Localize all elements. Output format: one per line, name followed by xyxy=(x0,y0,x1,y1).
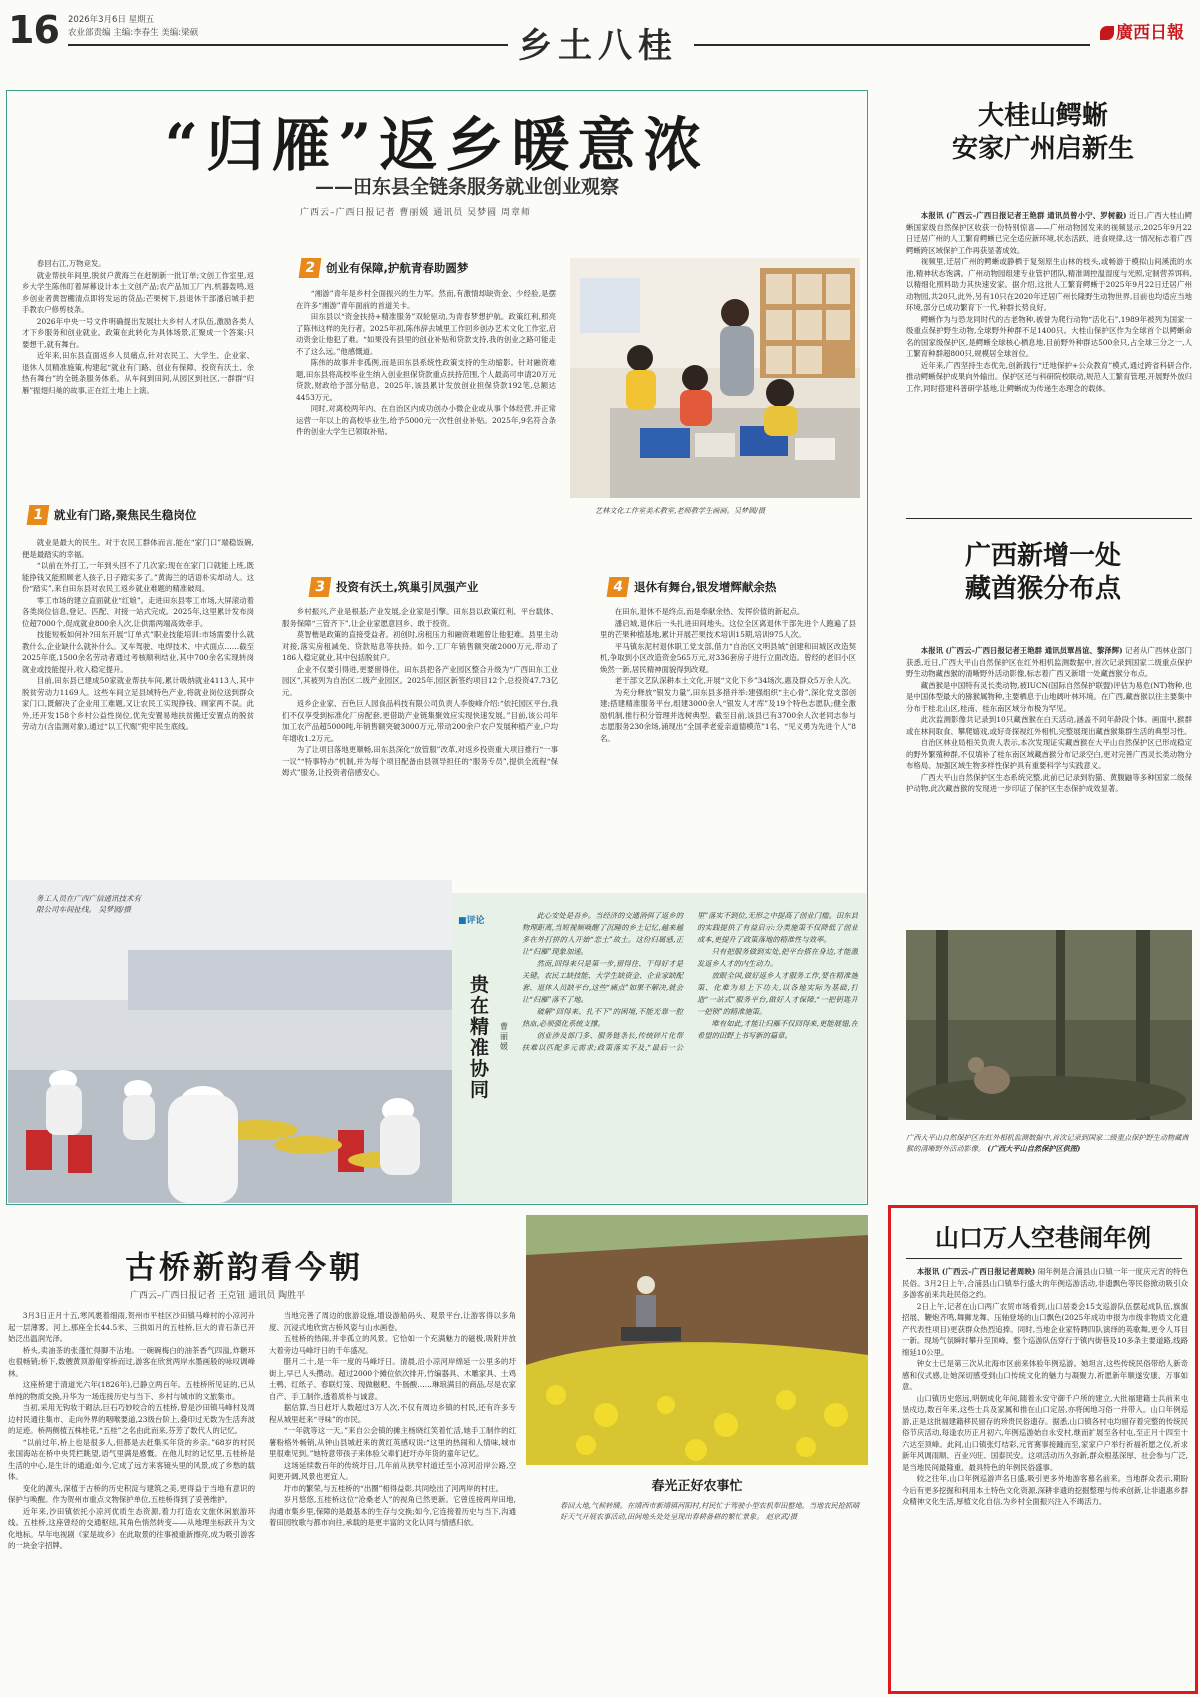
paragraph: 闹年例是合浦县山口镇一年一度庆元宵的特色民俗。3月2日上午,合浦县山口镇举行盛大的年例巡游活动,非遗飘色等民俗掀动吸引众多游客前来共赴民俗之约。 xyxy=(902,1267,1188,1299)
paragraph: 2日上午,记者在山口两广农贸市场看到,山口居委会15支巡游队伍摆起成队伍,旗旗招展、鞭炮齐鸣,舞狮龙舞、压轴登场的山口飘色(2025年成功申报为市级非物质文化遗产代表性项目)更获群众热烈追捧。同时,当地企业家特聘四队演绎的英歌舞,更令人耳目一新。现场气氛瞬时攀升至顶峰。整个巡游队伍穿行于镇内街巷及10多条主要道路,线路绵延10公里。 xyxy=(902,1301,1188,1357)
main-article-subtitle: ——田东县全链条服务就业创业观察 xyxy=(314,176,619,198)
logo-mark-icon xyxy=(1100,26,1114,40)
paragraph: “湘游”青年是乡村全面振兴的生力军。然而,有激情却缺资金、少经验,是摆在许多“湘游”青年面前的首道关卡。 xyxy=(296,289,556,310)
paragraph: 就业帮扶年间里,脱贫户黄海兰在赶制新一批订单;文创工作室里,返乡大学生陈伟盯着屏幕设计本土文创产品;农产品加工厂内,机器轰鸣,返乡创业者黄智棚清点即将发运的货品;芒果树下,县退休干部潘启城手把手教农户修剪枝条。 xyxy=(22,270,254,314)
section2-body xyxy=(296,288,556,548)
main-intro xyxy=(22,258,254,396)
paragraph: 老干部文艺队深耕本土文化,开展“文化下乡”34场次,惠及群众5万余人次。 xyxy=(614,676,856,685)
section4-title: 退休有舞台,银发增辉献余热 xyxy=(634,580,777,594)
paragraph: 就业是最大的民生。对于农民工群体而言,能在“家门口”端稳饭碗,便是最踏实的幸福。 xyxy=(22,538,254,559)
paragraph: 这座桥建于清道光六年(1826年),已静立两百年。五桂桥所见证的,已从单纯的物质交换,升华为一场连接历史与当下、乡村与城市的文旅集市。 xyxy=(8,1380,255,1401)
paragraph: 同时,对离校两年内、在自治区内成功创办小微企业或从事个体经营,并正常运营一年以上的高校毕业生,给予5000元一次性创业补贴。2025年,9名符合条件的创业大学生已领取补贴。 xyxy=(296,404,556,436)
title-line: 大桂山鳄蜥 xyxy=(977,101,1108,131)
main-article-title[interactable]: “归雁”返乡暖意浓 xyxy=(164,111,710,179)
paragraph: 圩市的繁荣,与五桂桥的“出圈”相得益彰,共同绘出了河两岸的村庄。 xyxy=(283,1483,503,1493)
paragraph: 技能短板如何补?田东开展“订单式”职业技能培训:市场需要什么就教什么,企业缺什么就补什么。叉车驾驶、电焊技术、中式面点……截至2025年底,1500余名劳动者通过考核顺利结业,其中700余名实现转岗就业或技能提升,收入稳定提升。 xyxy=(22,630,254,674)
paragraph: 近日,广西大桂山鳄蜥国家级自然保护区收获一份特别惊喜——广州动物园发来的视频显示,2025年9月22日迁居广州的人工繁育鳄蜥已完全适应新环境,状态活跃、进食规律,这一情况标志着广西鳄蜥跨区域保护工作再获显著成效。 xyxy=(906,211,1192,255)
main-article-byline: 广西云–广西日报记者 曹丽媛 通讯员 吴梦圆 周章师 xyxy=(300,208,531,218)
byline: (广西云–广西日报记者王艳群 通讯员覃昌谊、黎泽辉) xyxy=(945,646,1123,655)
paragraph: 破解“回得来、扎不下”的困境,不能光靠一腔热血,必须强化系统支撑。 xyxy=(522,1007,683,1028)
paragraph: 据估算,当日赶圩人数超过3万人次,不仅有周边乡镇的村民,还有许多专程从城里赶来“寻味”的市民。 xyxy=(269,1403,516,1424)
paragraph: 腊月二十,是一年一度的马峰圩日。清晨,沿小凉河岸绵延一公里多的圩街上,早已人头攒动。超过2000个摊位依次排开,竹编器具、木雕家具、土鸡土鸭、红纸子、春联灯笼、现做糍粑、牛肠酸……琳琅满目的商品,尽是农家自产、手工制作,透着质朴与诚意。 xyxy=(269,1357,516,1401)
paragraph: 乡村振兴,产业是根基;产业发展,企业家是引擎。田东县以政策红利、平台载体、服务保障“三管齐下”,让企业家愿意回乡、敢于投资。 xyxy=(282,607,558,628)
divider xyxy=(906,1258,1182,1259)
paragraph: 为充分释放“银发力量”,田东县多措并举:建强组织“主心骨”,深化党支部创建;搭建精准服务平台,组建3000余人“银发人才库”及19个特色志愿队;健全激励机制,推行积分管理并选树典型。截至目前,该县已有3700余人次老同志参与志愿服务230余场,涌现出“全国孝老爱亲道德模范”1名、“见义勇为先进个人”8名。 xyxy=(600,687,856,743)
comment-body xyxy=(522,910,858,1200)
paragraph: 然而,回得来只是第一步,留得住、干得好才是关键。农民工缺技能、大学生缺资金、企业家缺配套、退休人员缺平台,这些“痛点”如果不解决,就会让“归雁”落不了地。 xyxy=(522,959,683,1004)
paragraph: 春回右江,万物竞发。 xyxy=(36,259,106,268)
farming-photo-title: 春光正好农事忙 xyxy=(651,1479,743,1494)
header-rule-right xyxy=(694,44,1090,46)
paragraph: 鳄蜥作为与恐龙同时代的古老物种,被誉为爬行动物“活化石”,1989年被列为国家一级重点保护野生动物,全球野外种群不足1400只。大桂山保护区作为全球首个以鳄蜥命名的国家级保护区,是鳄蜥全球核心栖息地,目前野外种群达500余只,占全球三分之一,人工繁育种群超800只,规模居全球首位。 xyxy=(906,314,1192,358)
paragraph: 零工市场的建立直面就业“红娘”。走进田东县零工市场,大屏滚动着各类岗位信息,登记、匹配、对接一站式完成。2025年,这里累计发布岗位超7000个,促成就业800余人次,让供需两端高效牵手。 xyxy=(22,595,254,628)
lead-tag: 本报讯 xyxy=(920,211,944,220)
paragraph: 山口镇历史悠远,明朝成化年间,随着永安守御千户所的建立,大批福建籍士兵前来屯垦戍边,数百年来,这些士兵及家属和推在山口定居,亦将闽地习俗一并带入。山口年例巡游,正是这批福建籍移民留存的珍贵民俗遗存。据悉,山口镇各村屯均留存着完整的传统民俗节庆活动,每逢农历正月初六,年例巡游始自永安村,继而扩展至各村屯,至正月十四至十六达至顶峰。此间,山口镇张灯结彩,元宵赛事接踵而至,家家户户举行祈福祈愿之仪,祈求新年风调雨顺、百业兴旺、国泰民安。这项活动历久弥新,群众根基深厚、社会参与广泛,是当地民间最隆重、最具特色的年例民俗盛事。 xyxy=(902,1393,1188,1472)
comment-tag: ■评论 xyxy=(458,916,485,926)
section3-title: 投资有沃土,筑巢引凤强产业 xyxy=(336,580,479,594)
photo2-caption: 务工人员在广西广信通讯技术有限公司车间扯线。 吴梦圆/摄 xyxy=(36,894,141,914)
paragraph: 3月3日正月十五,寒风裹着细雨,贺州市平桂区沙田镇马峰村的小凉河升起一层薄雾。河上,那座全长44.5米、三拱如月的五桂桥,巨大的青石条已开始泛出温润光泽。 xyxy=(8,1311,255,1343)
lead-tag: 本报讯 xyxy=(916,1267,940,1276)
paragraph: 目前,田东县已建成50家就业帮扶车间,累计吸纳就业4113人,其中脱贫劳动力1169人。这些车间立足县域特色产业,将就业岗位送到群众家门口,既解决了企业用工难题,又让农民工实现挣钱、顾家两不误。此外,还开发158个乡村公益性岗位,优先安置易地扶贫搬迁安置点的脱贫劳动力(含监测对象),通过“以工代赈”兜牢民生底线。 xyxy=(22,676,254,731)
photo-factory-workers xyxy=(8,880,452,1203)
paragraph: 近年来,广西坚持生态优先,创新践行“迁地保护+公众教育”模式,通过跨省科研合作,推动鳄蜥保护成果向外输出。保护区还与科研院校联动,规范人工繁育管理,开展野外放归工作,同时搭建科普研学基地,让鳄蜥成为传递生态理念的载体。 xyxy=(906,360,1192,393)
photo1-caption: 艺林文化工作室美术教室,老师教学生画画。吴梦圆/摄 xyxy=(595,506,766,515)
comment-title[interactable]: 贵在精准协同 xyxy=(470,974,490,1101)
paragraph: 企业不仅要引得进,更要留得住。田东县把各产业园区整合升级为“广西田东工业园区”,其被列为自治区二级产业园区。2025年,园区新签约项目12个,总投资47.73亿元。 xyxy=(282,664,558,697)
article-shankou-title[interactable]: 山口万人空巷闹年例 xyxy=(935,1223,1151,1252)
article-bridge-title[interactable]: 古桥新韵看今朝 xyxy=(125,1250,363,1286)
section2-heading xyxy=(300,258,468,278)
paragraph: “一年就等这一天。”来自公会镇的摊主杨晓红笑着忙活,她手工制作的红薯粉格外畅销,从钟山县城赶来的黄红英感叹说:“这里的热闹和人情味,城市里很难见到。”她特意带孩子来体验父辈们赶圩办年货的童年记忆。 xyxy=(269,1426,516,1458)
paragraph: 莫智楷是政策的直接受益者。初创时,房租压力和融资难题曾让他犯难。县里主动对接,落实房租减免、贷款贴息等扶持。如今,工厂年销售额突破2000万元,带动了186人稳定就业,其中包括脱贫户。 xyxy=(282,630,558,662)
page-number: 16 xyxy=(8,8,59,52)
article-macaque-title[interactable] xyxy=(888,540,1198,606)
editors-line: 农业部责编 主编:李春生 美编:梁硕 xyxy=(68,28,199,38)
photo-credit: (广西大平山自然保护区供图) xyxy=(987,1144,1081,1153)
title-line: 安家广州启新生 xyxy=(951,134,1134,164)
paragraph: 自治区林业局相关负责人表示,本次发现证实藏酋猴在大平山自然保护区已形成稳定的野外繁殖种群,不仅填补了桂东南区域藏酋猴分布记录空白,更对完善广西灵长类动物分布格局、加强区域生物多样性保护具有重要科学与实践意义。 xyxy=(906,738,1192,770)
paragraph: 陈伟的故事并非孤例,而是田东县系统性政策支持的生动缩影。针对融资难题,田东县将高校毕业生纳入创业担保贷款重点扶持范围,个人最高可申请20万元贷款,财政给予部分贴息。2025年,该县累计发放创业担保贷款192笔,总额达4453万元。 xyxy=(296,358,556,402)
photo-macaque xyxy=(906,930,1192,1120)
paragraph: 只有把服务做到实处,把平台搭在身边,才能激发返乡人才的内生动力。 xyxy=(697,947,858,968)
comment-author: 曹丽媛 xyxy=(500,1022,508,1051)
article-monitor-lizard-title[interactable] xyxy=(888,100,1198,166)
paragraph: 钟女士已是第三次从北海市区前来体验年例巡游。她坦言,这些传统民俗带给人新奇感和仪式感,让她深切感受到山口传统文化的魅力与凝聚力,祈愿新年顺遂安康、万事如意。 xyxy=(902,1359,1188,1391)
paragraph: “以前过年,桥上也是很多人,但都是去赶集买年货的乡亲。”68岁的村民张国海站在桥中央凭栏眺望,语气里满是感慨。在他儿时的记忆里,五桂桥是生活的中心,是生计的通道;如今,它成了远方来客镜头里的风景,成了乡愁的载体。 xyxy=(8,1437,255,1481)
newspaper-logo[interactable] xyxy=(1100,18,1184,43)
section1-title: 就业有门路,聚焦民生稳岗位 xyxy=(54,508,197,522)
paragraph: 藏酋猴是中国特有灵长类动物,被IUCN(国际自然保护联盟)评估为易危(NT)物种,也是中国体型最大的猕猴属物种,主要栖息于山地阔叶林环境。在广西,藏酋猴以往主要集中分布于桂北山区,桂南、桂东南区域分布极为罕见。 xyxy=(906,680,1192,713)
section-number-badge: 3 xyxy=(309,577,332,597)
title-line: 藏酋猴分布点 xyxy=(964,574,1121,604)
paragraph: 潘启城,退休后一头扎进田间地头。这位全区离退休干部先进个人跑遍了县里的芒果种植基地,累计开展芒果技术培训15期,培训975人次。 xyxy=(600,618,856,639)
paragraph: 记者从广西林业部门获悉,近日,广西大平山自然保护区在红外相机监测数据中,首次记录到国家二级重点保护野生动物藏酋猴的清晰野外活动影像,标志着广西又新增一处藏酋猴分布点。 xyxy=(906,646,1192,678)
caption-text: 广西大平山自然保护区在红外相机监测数据中,首次记录到国家二级重点保护野生动物藏酋猴的清晰野外活动影像。 xyxy=(906,1133,1189,1153)
section1-body xyxy=(22,537,254,877)
title-line: 广西新增一处 xyxy=(964,541,1121,571)
photo-art-classroom xyxy=(570,258,860,498)
classroom-image xyxy=(570,258,860,498)
paragraph: 近年来,田东县直面返乡人员痛点,针对农民工、大学生、企业家、退休人员精准施策,构建起“就业有门路、创业有保障、投资有沃土、余热有舞台”的全链条服务体系。从车间到田间,从园区到社区,一群群“归雁”振翅归巢的故事,正在红土地上上演。 xyxy=(22,351,254,395)
section4-heading xyxy=(608,577,776,597)
macaque-image xyxy=(906,930,1192,1120)
section-number-badge: 1 xyxy=(27,505,50,525)
section-number-badge: 4 xyxy=(607,577,630,597)
paragraph: 放眼全国,做好返乡人才服务工作,要在精准施策、化难为易上下功夫,以各地实际为基础,打造“一站式”服务平台,做好人才保障,“一把钥匙开一把锁”的精准施策。 xyxy=(697,971,858,1016)
paragraph: 视频里,迁居广州的鳄蜥或静栖于复刻原生山林的枝头,或畅游于模拟山间溪流的水池,精神状态饱满。广州动物园组建专业管护团队,精准调控温湿度与光照,定制营养饵料,以精细化照料助力其快速安家。据介绍,这批人工繁育鳄蜥于2025年9月22日迁居广州动物园,共20只,此外,另有10只在2020年迁居广州长隆野生动物世界,目前也均适应当地环境,部分已成功繁育下一代,种群长势良好。 xyxy=(906,257,1192,312)
paragraph: 2026年中央一号文件明确提出发展壮大乡村人才队伍,激励各类人才下乡服务和创业就业。政策在此转化为具体场景,汇聚成一个答案:只要想干,就有舞台。 xyxy=(22,316,254,349)
paragraph: 五桂桥的热闹,并非孤立的风景。它恰如一个充满魅力的磁极,吸附并放大着旁边马峰圩日的千年盛况。 xyxy=(269,1334,516,1355)
macaque-photo-caption xyxy=(906,1132,1192,1154)
article-macaque-body xyxy=(906,645,1192,907)
paragraph: 较之往年,山口年例巡游声名日盛,吸引更多外地游客慕名前来。当地群众表示,期盼今后有更多挖掘和利用本土特色文化资源,深耕非遗的挖掘整理与传承创新,让非遗惠乡群众精神文化生活,厚植文化自信,为乡村全面振兴注入不竭活力。 xyxy=(902,1474,1188,1506)
paragraph: 桥头,卖油茶的张蓬忙得脚不沾地。一碗碗梅白的油茶香气四溢,炸糖环也很畅销;桥下,数艘黄顶游船穿桥而过,游客在欣赏两岸水墨画般的咏叹调峰林。 xyxy=(8,1345,255,1378)
divider xyxy=(906,518,1192,519)
farming-image xyxy=(526,1215,868,1465)
farming-photo-caption xyxy=(560,1500,860,1522)
paragraph: 田东县以“资金扶持+精准服务”双轮驱动,为青春梦想护航。政策红利,照亮了陈伟这样的先行者。2025年初,陈伟辞去城里工作回乡创办艺术文化工作室,启动资金让他犯了难。“如果没有县里的创业补贴和贷款支持,我的创业之路可能走不了这么远。”他感慨道。 xyxy=(296,312,556,356)
date-line: 2026年3月6日 星期五 xyxy=(68,15,155,25)
paragraph: “以前在外打工,一年到头回不了几次家;现在在家门口就能上班,既能挣钱又能照顾老人孩子,日子踏实多了。”黄海兰的话语朴实却动人。这份“踏实”,来自田东县对农民工返乡就业难题的精准破局。 xyxy=(22,561,254,593)
paragraph: 当初,采用无钩妆干砌法,巨石巧妙咬合的五桂桥,曾是沙田镇马峰村及周边村民通往集市、走向外界的咽喉要道,23级台阶上,叠印过无数为生活奔波的足迹。桥两侧植五株桂花,“五桂”之名由此而来,芬芳了数代人的记忆。 xyxy=(8,1403,255,1435)
section-number-badge: 2 xyxy=(299,258,322,278)
photo-spring-farming xyxy=(526,1215,868,1465)
caption-text: 春回大地,气候转暖。在靖西市新靖镇河阳村,村民忙于驾驶小型农机犁田整地。当地农民抢抓晴好天气开展农事活动,田间地头处处呈现出春耕备耕的繁忙景象。 xyxy=(560,1501,860,1521)
paragraph: 当地完善了周边的旅游设施,增设游船码头、观景平台,让游客得以多角度、沉浸式地欣赏古桥风姿与山水画卷。 xyxy=(269,1311,516,1332)
section2-title: 创业有保障,护航青春助圆梦 xyxy=(326,261,469,275)
section3-heading xyxy=(310,577,478,597)
paragraph: 唯有如此,才能让归雁不仅回得来,更能展翅,在希望的田野上书写新的篇章。 xyxy=(697,1019,858,1040)
byline: (广西云–广西日报记者王艳群 通讯员曾小宁、罗树毅) xyxy=(946,211,1127,220)
header-rule-left xyxy=(68,44,508,46)
logo-text: 廣西日報 xyxy=(1116,23,1184,43)
article-shankou-body xyxy=(902,1266,1188,1686)
header-meta xyxy=(68,14,198,40)
paragraph: 平马镇东泥村退休职工党支部,借力“自治区文明县城”创建和田城区改造契机,争取到小区改造资金565万元,对336套房子进行立面改造。曾经的老旧小区焕然一新,居民精神面貌得到改观。 xyxy=(600,641,856,674)
lead-tag: 本报讯 xyxy=(920,646,944,655)
paragraph: 变化的源头,深植于古桥的历史积淀与建筑之美,更得益于当地有意识的保护与唤醒。作为贺州市重点文物保护单位,五桂桥得到了妥善维护。 xyxy=(8,1483,255,1504)
paragraph: 广西大平山自然保护区生态系统完整,此前已记录到豹猫、黄腹鼬等多种国家二级保护动物,此次藏酋猴的发现进一步印证了保护区生态保护成效显著。 xyxy=(906,772,1192,793)
paragraph: 为了让项目落地更顺畅,田东县深化“放管服”改革,对返乡投资重大项目推行“一事一议”“特事特办”机制,并为每个项目配备由县领导担任的“服务专员”,提供全流程“保姆式”服务,让投资者倍感安心。 xyxy=(282,745,558,777)
paragraph: 在田东,退休不是终点,而是奉献余热、发挥价值的新起点。 xyxy=(614,607,805,616)
paragraph: 返乡企业家、百色巨人园食品科技有限公司负责人李俊峰介绍:“依托园区平台,我们不仅享受到标准化厂房配套,更借助产业链集聚效应实现快速发展。”目前,该公司年加工农产品超5000吨,年销售额突破3000万元,带动200余户农户发展种植产业,户均年增收1.2万元。 xyxy=(282,699,558,743)
paragraph: 近年来,沙田镇依托小凉河优质生态资源,着力打造农文旅休闲旅游环线。五桂桥,这座曾经的交通枢纽,其角色悄然转变——从地理坐标跃升为文化地标。早年电视剧《家是故乡》在此取景的往事被重新擦亮,成为吸引游客的一块金字招牌。 xyxy=(8,1506,255,1550)
article-bridge-body-left xyxy=(8,1310,516,1693)
article-bridge-byline: 广西云–广西日报记者 王克钮 通讯员 陶胜平 xyxy=(130,1291,306,1301)
photo-credit: 赵京武/摄 xyxy=(765,1512,798,1521)
paragraph: 创业涉及部门多、服务链条长,传统碎片化帮扶难以匹配多元需求;政策落实不及,“最后一公里”落实不到位,无形之中提高了创业门槛。田东县的实践提供了有益启示:分类施策不仅降低了创业成本,更提升了政策落地的精准性与效率。 xyxy=(522,911,858,1052)
section4-body xyxy=(600,606,856,888)
section-title: 乡土八桂 xyxy=(518,26,678,66)
paragraph: 这场延续数百年的传统圩日,几年前从狭窄村道迁至小凉河沿岸公路,空间更开阔,风景也更宜人。 xyxy=(269,1460,516,1481)
paragraph: 此心安处是吾乡。当经济的交通消弭了返乡的物理距离,当短视频唤醒了沉睡的乡土记忆,越来越多在外打拼的人开始“恋土”故土。这份归属感,正让“归雁”现象加速。 xyxy=(522,911,683,956)
paragraph: 此次监测影像共记录到10只藏酋猴在白天活动,涵盖不同年龄段个体。画面中,猴群或在林间取食、攀爬嬉戏,或好奇探视红外相机,完整展现出藏酋猴集群生活的典型习性。 xyxy=(906,715,1192,736)
article-monitor-lizard-body xyxy=(906,210,1192,510)
byline: (广西云–广西日报记者周映) xyxy=(941,1267,1036,1276)
paragraph: 岁月悠悠,五桂桥这位“沧桑老人”的视角已然更新。它曾连接两岸田地,沟通市集乡里,保障的是最基本的生存与交换;如今,它连接着历史与当下,沟通着田园牧歌与都市向往,承载的是更丰富的文化认同与情感归依。 xyxy=(269,1495,516,1527)
factory-image xyxy=(8,880,452,1203)
section3-body xyxy=(282,606,558,888)
section1-heading xyxy=(28,505,196,525)
